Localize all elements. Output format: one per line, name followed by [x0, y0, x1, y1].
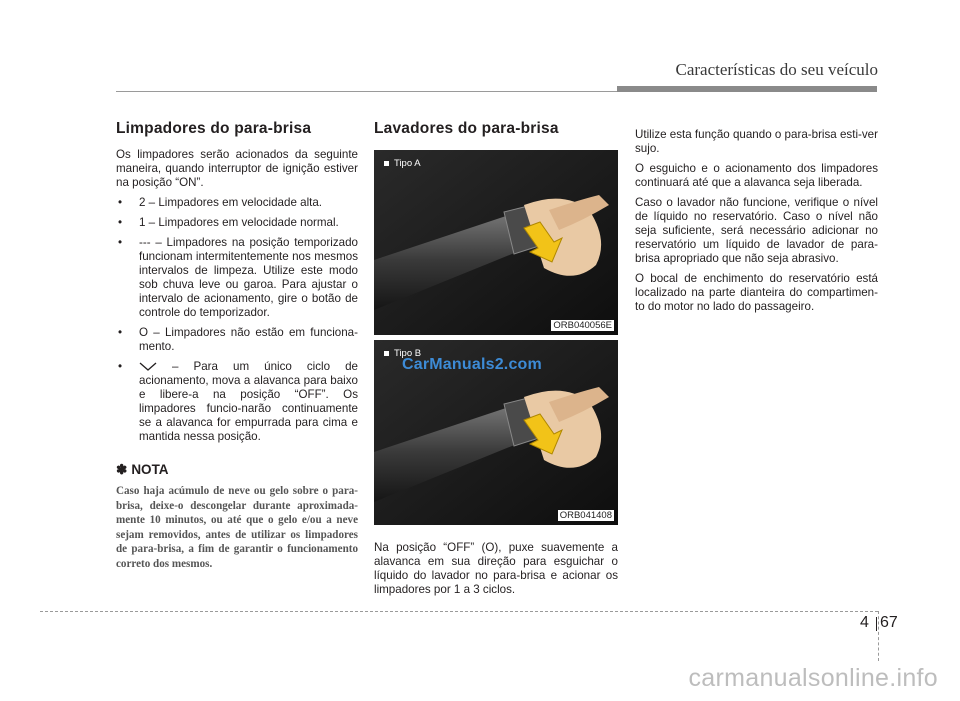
- watermark: CarManuals2.com: [402, 356, 542, 373]
- photo-type-a: [374, 150, 618, 335]
- figure-code: ORB041408: [559, 510, 612, 521]
- page-separator: [876, 617, 877, 631]
- wiper-stalk-illustration: [374, 150, 618, 335]
- bullet: •: [118, 196, 123, 209]
- list-item: • – Para um único ciclo de acionamento, mova a alavanca para baixo e libere-a na posição “OFF”. Os limpadores funcio-narão continuamente se a alavanca for empurrada para cima e mantida nessa posição.: [118, 360, 358, 443]
- footer-vertical-rule: [878, 611, 879, 661]
- site-watermark: carmanualsonline.info: [688, 664, 938, 692]
- bullet: •: [118, 360, 123, 373]
- header-rule: [116, 91, 624, 92]
- column-washers: [374, 120, 618, 148]
- washer-text: Na posição “OFF” (O), puxe suavemente a alavanca em sua direção para esguichar o líquido do lavador no para-brisa e acionar os limpadores por 1 a 3 ciclos.: [374, 541, 618, 596]
- photo-type-b: [374, 340, 618, 525]
- bullet: •: [118, 216, 123, 229]
- wiper-modes-list: [116, 196, 358, 444]
- list-item: • 1 – Limpadores em velocidade normal.: [118, 216, 339, 229]
- chapter-number: 4: [860, 614, 869, 631]
- paragraph: O bocal de enchimento do reservatório está localizado na parte dianteira do compartimen-to do motor no lado do passageiro.: [635, 272, 878, 313]
- column-washer-info: [635, 128, 878, 320]
- paragraph: Caso o lavador não funcione, verifique o nível de líquido no reservatório. Caso o nível não seja suficiente, será necessário adicionar no reservatório um líquido de lavador de para-brisa apropriado que não seja abrasivo.: [635, 196, 878, 265]
- running-header: Características do seu veículo: [675, 60, 878, 79]
- washer-instructions: [374, 541, 618, 603]
- list-item: • O – Limpadores não estão em funciona-mento.: [118, 326, 358, 353]
- bullet: •: [118, 236, 123, 249]
- list-item: • --- – Limpadores na posição temporizado funcionam intermitentemente nos mesmos intervalos de limpeza. Utilize este modo sob chuva leve ou garoa. Para ajustar o intervalo de acionamento, gire o botão de controle do temporizador.: [118, 236, 358, 319]
- wipers-intro: Os limpadores serão acionados da seguinte maneira, quando interruptor de ignição estiver na posição “ON”.: [116, 148, 358, 189]
- figure-code: ORB040056E: [553, 320, 612, 331]
- note-heading: ✽ NOTA: [116, 462, 169, 477]
- note-text: Caso haja acúmulo de neve ou gelo sobre o para-brisa, deixe-o descongelar durante aproximada-mente 10 minutos, ou até que o gelo e/ou a neve sejam removidos, antes de utilizar os limpadores de para-brisa, a fim de garantir o funcionamento correto dos mesmos.: [116, 485, 358, 570]
- paragraph: Utilize esta função quando o para-brisa esti-ver sujo.: [635, 128, 878, 155]
- paragraph: O esguicho e o acionamento dos limpadores continuará até que a alavanca seja liberada.: [635, 162, 878, 189]
- page-number: 67: [880, 614, 898, 631]
- photo-label: Tipo B: [384, 348, 421, 359]
- bullet: •: [118, 326, 123, 339]
- footer-rule: [40, 611, 878, 612]
- list-item: • 2 – Limpadores em velocidade alta.: [118, 196, 323, 209]
- section-heading-wipers: Limpadores do para-brisa: [116, 120, 312, 137]
- column-wipers: [116, 120, 358, 571]
- note-star-icon: ✽: [116, 462, 128, 477]
- photo-label: Tipo A: [384, 158, 421, 169]
- section-heading-washers: Lavadores do para-brisa: [374, 120, 559, 137]
- mist-symbol-icon: [139, 362, 157, 372]
- header-rule-bar: [617, 86, 877, 92]
